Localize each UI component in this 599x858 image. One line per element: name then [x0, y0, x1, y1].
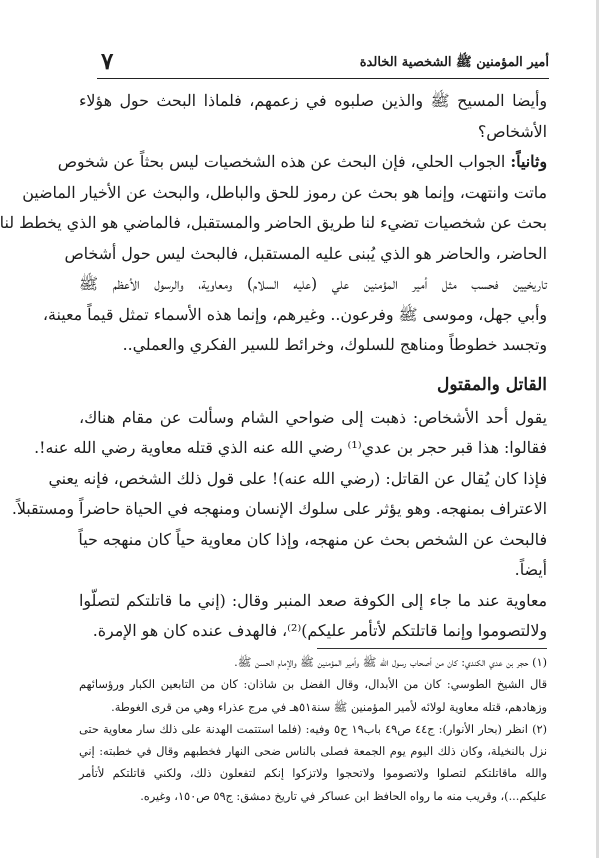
text-line: وأيضا المسيح ﷺ والذين صلبوه في زعمهم، فلماذا البحث حول هؤلاء [79, 91, 547, 110]
text-line: أيضاً. [514, 560, 547, 579]
paragraph-lead: وثانياً: [510, 152, 547, 171]
text-line: فقالوا: هذا قبر حجر بن عدي⁽¹⁾ رضي الله عنه الذي قتله معاوية رضي الله عنه!. [34, 438, 547, 457]
text-line: الأشخاص؟ [477, 121, 547, 141]
footnote-line: عليكم...)، وقريب منه ما رواه الحافظ ابن عساكر في تاريخ دمشق: ج٥٩ ص١٥٠، وغيره. [140, 789, 547, 803]
text-line [57, 147, 547, 178]
text-span: الجواب الحلي، فإن البحث عن هذه الشخصيات ليس بحثاً عن شخوص [57, 152, 511, 171]
main-text [0, 86, 547, 647]
header-rule [97, 78, 549, 79]
footnote-line: والله ماقاتلتكم لتصلوا ولاتصوموا ولاتحجوا ولاتزكوا إنكم لتفعلون ذلك، ولكني قاتلتكم لأتأمر [79, 767, 547, 781]
text-line: ماتت وانتهت، وإنما هو بحث عن رموز للحق والباطل، والبحث عن الأخيار الماضين [22, 182, 547, 202]
footnote-line: نزل بالنخيلة، وكان ذلك اليوم يوم الجمعة فصلى بالناس ضحى النهار فخطبهم وقال في خطبته: إني [79, 745, 547, 759]
running-head: أمير المؤمنين ﷺ الشخصية الخالدة [359, 55, 549, 70]
footnote-line: قال الشيخ الطوسي: كان من الأبدال، وقال الفضل بن شاذان: كان من التابعين الكبار ورؤسائهم [79, 678, 547, 692]
footnote-line: (١) حجر بن عدي الكندي: كان من أصحاب رسول الله ﷺ وأمير المؤمنين ﷺ والإمام الحسن ﷺ. [234, 656, 547, 669]
text-line: يقول أحد الأشخاص: ذهبت إلى ضواحي الشام وسألت عن مقام هناك، [79, 407, 547, 427]
text-line: فإذا كان يُقال عن القاتل: (رضي الله عنه)! على قول ذلك الشخص، فإنه يعني [48, 468, 547, 488]
text-line: وأبي جهل، وموسى ﷺ وفرعون.. وغيرهم، وإنما هذه الأسماء تمثل قيماً معينة، [42, 304, 547, 324]
section-title: القاتل والمقتول [436, 374, 547, 395]
footnote-line: (٢) انظر (بحار الأنوار): ج٤٤ ص٤٩ باب١٩ ح٥ وفيه: (فلما استتمت الهدنة على ذلك سار معاوية حتى [79, 722, 547, 736]
text-line: معاوية عند ما جاء إلى الكوفة صعد المنبر وقال: (إني ما قاتلتكم لتصلّوا [79, 590, 547, 610]
text-line: الاعتراف بمنهجه. وهو يؤثر على سلوك الإنسان ومنهجه في الحياة حاضراً ومستقبلاً. [11, 499, 547, 518]
footnotes [79, 652, 547, 808]
footnote-rule [317, 648, 547, 649]
page-header [97, 48, 549, 78]
footnote-line: وزهادهم، قتله معاوية لولائه لأمير المؤمنين ﷺ سنة٥١هـ في مرج عذراء وهي من قرى الغوطة. [111, 700, 547, 714]
text-line: تاريخيين فحسب مثل أمير المؤمنين علي (عليه السلام) ومعاوية، والرسول الأعظم ﷺ [79, 274, 547, 293]
text-line: ولالتصوموا وإنما قاتلتكم لأتأمر عليكم)⁽²⁾، فالهدف عنده كان هو الإمرة. [92, 621, 547, 640]
page-number: ٧ [101, 48, 114, 75]
text-line: فالبحث عن الشخص بحث عن منهجه، وإذا كان معاوية حياً كان منهجه حياً [78, 529, 547, 549]
text-line: الحاضر، والحاضر هو الذي يُبنى عليه المستقبل، فالبحث ليس حول أشخاص [64, 243, 547, 263]
text-line: وتجسد خطوطاً ومناهج للسلوك، وخرائط للسير الفكري والعملي.. [122, 335, 547, 354]
text-line: بحث عن شخصيات تضيء لنا طريق الحاضر والمستقبل، فالماضي هو الذي يخطط لنا [0, 213, 547, 232]
